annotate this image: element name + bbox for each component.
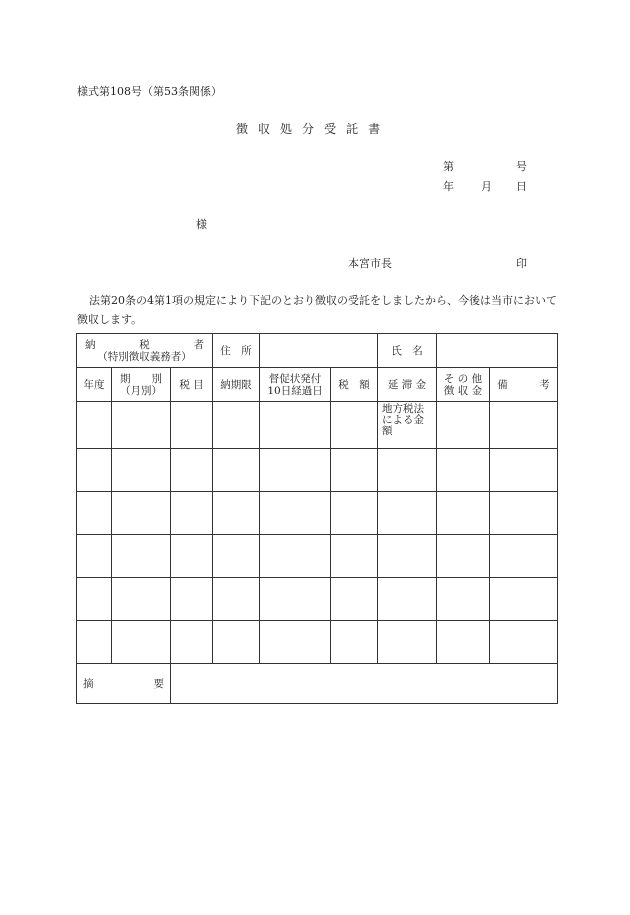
special-collector-label: （特別徴収義務者） [97, 350, 192, 363]
header-due-date: 納期限 [213, 368, 260, 402]
delinquency-note: 地方税法による金額 [378, 402, 437, 449]
header-other-top: そ の 他 [443, 372, 483, 385]
number-dai: 第 [443, 160, 454, 173]
cell [260, 449, 331, 492]
document-title [236, 122, 390, 136]
summary-value [171, 664, 558, 704]
cell [77, 621, 112, 664]
header-remarks: 備 考 [490, 368, 558, 402]
cell [171, 449, 213, 492]
table-row [77, 492, 558, 535]
cell [213, 535, 260, 578]
title-char: 処 [280, 122, 293, 136]
cell [77, 492, 112, 535]
number-go: 号 [516, 160, 527, 173]
cell [437, 621, 490, 664]
cell [260, 492, 331, 535]
header-notice [260, 368, 331, 402]
cell [77, 402, 112, 449]
cell [490, 621, 558, 664]
cell [77, 449, 112, 492]
cell [171, 535, 213, 578]
header-notice-bottom: 10日経過日 [267, 384, 323, 397]
cell [260, 402, 331, 449]
cell [490, 535, 558, 578]
title-char: 収 [258, 122, 271, 136]
summary-label [77, 664, 171, 704]
cell [437, 402, 490, 449]
delegation-table [76, 333, 558, 704]
header-delinquency: 延 滞 金 [378, 368, 437, 402]
issuer-title: 本宮市長 [348, 257, 392, 270]
table-row [77, 535, 558, 578]
header-period-bottom: （月別） [120, 384, 162, 397]
cell [213, 621, 260, 664]
cell [378, 621, 437, 664]
cell [331, 621, 378, 664]
title-char: 徴 [236, 122, 249, 136]
header-other [437, 368, 490, 402]
table-row [77, 621, 558, 664]
cell [112, 621, 171, 664]
header-period-top: 期 別 [120, 372, 162, 385]
cell [437, 492, 490, 535]
cell [112, 492, 171, 535]
cell [112, 578, 171, 621]
addressee-suffix: 様 [196, 218, 207, 231]
title-char: 書 [368, 122, 381, 136]
cell [437, 578, 490, 621]
cell [171, 621, 213, 664]
cell [260, 535, 331, 578]
cell [213, 402, 260, 449]
header-tax-item: 税 目 [171, 368, 213, 402]
table-row [77, 449, 558, 492]
header-notice-top: 督促状発付 [268, 372, 322, 385]
cell [171, 578, 213, 621]
cell [490, 402, 558, 449]
address-label: 住 所 [213, 334, 260, 368]
header-tax-amount: 税 額 [331, 368, 378, 402]
cell [77, 578, 112, 621]
cell [437, 449, 490, 492]
cell [490, 492, 558, 535]
name-label: 氏 名 [378, 334, 437, 368]
header-year: 年度 [77, 368, 112, 402]
cell [331, 578, 378, 621]
taxpayer-char: 納 [85, 338, 96, 351]
title-char: 受 [324, 122, 337, 136]
cell [378, 492, 437, 535]
cell [378, 578, 437, 621]
cell [437, 535, 490, 578]
cell [171, 402, 213, 449]
date-month: 月 [481, 180, 492, 193]
cell [331, 535, 378, 578]
cell [112, 449, 171, 492]
cell [331, 402, 378, 449]
body-text: 法第20条の4第1項の規定により下記のとおり徴収の受託をしましたから、今後は当市において徴収します。 [77, 294, 557, 326]
cell [331, 449, 378, 492]
cell [213, 449, 260, 492]
table-row [77, 578, 558, 621]
cell [378, 535, 437, 578]
address-value [260, 334, 378, 368]
date-year: 年 [443, 180, 454, 193]
cell [77, 535, 112, 578]
summary-char: 要 [153, 677, 164, 690]
header-period [112, 368, 171, 402]
cell [490, 578, 558, 621]
cell [490, 449, 558, 492]
title-char: 託 [346, 122, 359, 136]
header-other-bottom: 徴 収 金 [443, 384, 483, 397]
form-number: 様式第108号（第53条関係） [77, 85, 222, 98]
issuer-seal: 印 [516, 257, 527, 270]
taxpayer-char: 者 [193, 338, 204, 351]
name-value [437, 334, 558, 368]
cell [260, 578, 331, 621]
cell [112, 402, 171, 449]
title-char: 分 [302, 122, 315, 136]
taxpayer-char: 税 [139, 338, 150, 351]
cell [378, 449, 437, 492]
summary-char: 摘 [83, 677, 94, 690]
table-row [77, 402, 558, 449]
cell [112, 535, 171, 578]
cell [331, 492, 378, 535]
cell [260, 621, 331, 664]
cell [171, 492, 213, 535]
cell [213, 492, 260, 535]
taxpayer-label-cell [77, 334, 213, 368]
date-day: 日 [516, 180, 527, 193]
cell [213, 578, 260, 621]
